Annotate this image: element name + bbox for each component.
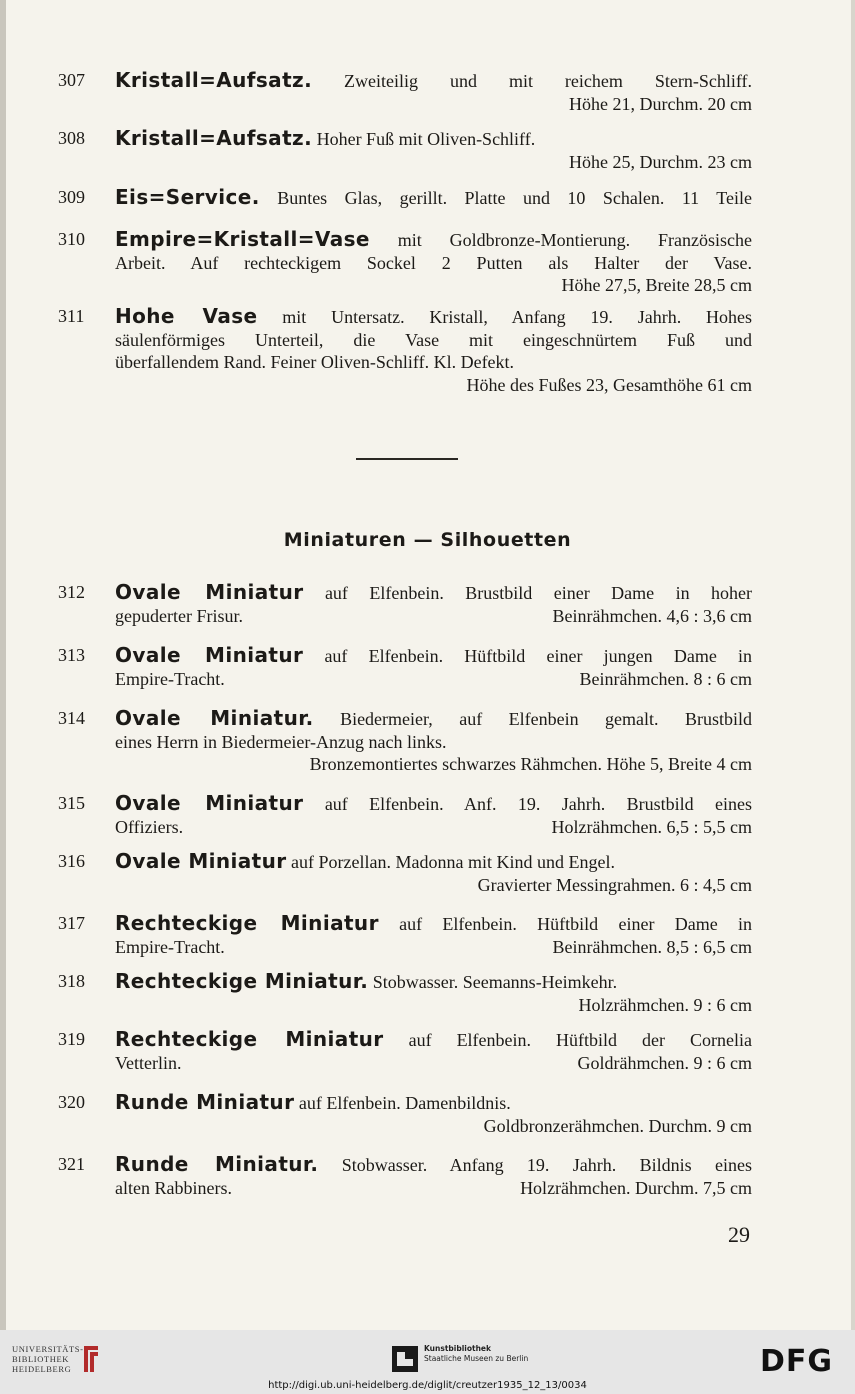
entry-title: Rechteckige Miniatur <box>115 911 379 935</box>
entry-dimensions: Holzrähmchen. 9 : 6 cm <box>578 994 752 1015</box>
entry-dimensions: Beinrähmchen. 4,6 : 3,6 cm <box>552 605 752 626</box>
catalog-entry-310 <box>58 228 752 297</box>
entry-first-line <box>115 1028 752 1052</box>
entry-text: auf Elfenbein. Brustbild einer Dame in hoher <box>324 583 753 603</box>
entry-title: Ovale Miniatur <box>115 580 304 604</box>
entry-text-line: überfallendem Rand. Feiner Oliven-Schliff. Kl. Defekt. <box>115 352 515 372</box>
entry-first-line <box>115 1153 752 1177</box>
entry-number: 316 <box>58 851 85 871</box>
entry-text: Hoher Fuß mit Oliven-Schliff. <box>316 129 536 149</box>
entry-number: 309 <box>58 187 85 207</box>
entry-first-line <box>115 850 752 874</box>
entry-number: 310 <box>58 229 85 249</box>
entry-first-line <box>115 644 752 668</box>
entry-text: Empire-Tracht. <box>115 936 225 957</box>
entry-number: 318 <box>58 971 85 991</box>
entry-first-line <box>115 127 752 151</box>
catalog-entry-312 <box>58 581 752 627</box>
catalog-entry-320 <box>58 1091 752 1137</box>
section-divider-rule <box>356 458 458 460</box>
entry-dimensions: Goldrähmchen. 9 : 6 cm <box>577 1052 752 1073</box>
entry-title: Kristall=Aufsatz. <box>115 68 313 92</box>
catalog-entry-316 <box>58 850 752 896</box>
entry-text: Empire-Tracht. <box>115 668 225 689</box>
entry-first-line <box>115 912 752 936</box>
entry-second-line <box>115 668 752 691</box>
entry-dimensions: Bronzemontiertes schwarzes Rähmchen. Höhe 5, Breite 4 cm <box>309 754 752 774</box>
entry-first-line <box>115 186 752 210</box>
scan-edge-left <box>0 0 6 1330</box>
entry-text: Stobwasser. Anfang 19. Jahrh. Bildnis eines <box>341 1155 753 1175</box>
entry-text: auf Elfenbein. Hüftbild einer Dame in <box>399 914 752 934</box>
catalog-entry-317 <box>58 912 752 958</box>
entry-number: 320 <box>58 1092 85 1112</box>
entry-text: auf Elfenbein. Hüftbild einer jungen Dame in <box>324 646 753 666</box>
catalog-entry-309 <box>58 186 752 210</box>
entry-first-line <box>115 707 752 731</box>
entry-dimensions: Höhe des Fußes 23, Gesamthöhe 61 cm <box>466 374 752 395</box>
logo-text-line: UNIVERSITÄTS- <box>12 1344 84 1354</box>
entry-text: auf Elfenbein. Anf. 19. Jahrh. Brustbild eines <box>324 794 753 814</box>
footer-bar <box>0 1330 855 1394</box>
entry-title: Runde Miniatur. <box>115 1152 319 1176</box>
entry-second-line <box>115 1177 752 1200</box>
entry-text: mit Goldbronze-Montierung. Französische <box>397 230 753 250</box>
catalog-entry-315 <box>58 792 752 838</box>
entry-title: Rechteckige Miniatur. <box>115 969 369 993</box>
entry-first-line <box>115 581 752 605</box>
entry-dimensions: Höhe 21, Durchm. 20 cm <box>569 93 752 114</box>
entry-title: Ovale Miniatur. <box>115 706 314 730</box>
catalog-entry-314 <box>58 707 752 776</box>
catalog-entry-307 <box>58 69 752 115</box>
university-seal-icon <box>80 1342 102 1376</box>
entry-first-line <box>115 970 752 994</box>
entry-title: Rechteckige Miniatur <box>115 1027 384 1051</box>
entry-number: 321 <box>58 1154 85 1174</box>
entry-title: Ovale Miniatur <box>115 791 304 815</box>
entry-second-line <box>115 936 752 959</box>
entry-title: Hohe Vase <box>115 304 258 328</box>
entry-number: 315 <box>58 793 85 813</box>
kb-name: Kunstbibliothek <box>424 1344 492 1353</box>
entry-number: 307 <box>58 70 85 90</box>
entry-title: Ovale Miniatur <box>115 849 287 873</box>
catalog-entry-321 <box>58 1153 752 1199</box>
entry-number: 308 <box>58 128 85 148</box>
entry-text: mit Untersatz. Kristall, Anfang 19. Jahrh. Hohes <box>282 307 752 327</box>
entry-dimensions: Goldbronzerähmchen. Durchm. 9 cm <box>483 1115 752 1136</box>
catalog-entry-308 <box>58 127 752 173</box>
entry-text: auf Elfenbein. Hüftbild der Cornelia <box>408 1030 753 1050</box>
entry-first-line <box>115 1091 752 1115</box>
catalog-entry-318 <box>58 970 752 1016</box>
kunstbibliothek-text <box>424 1344 528 1364</box>
entry-text-line: Arbeit. Auf rechteckigem Sockel 2 Putten als Halter der Vase. <box>115 252 752 273</box>
catalog-entry-311 <box>58 305 752 396</box>
entry-dimensions: Höhe 27,5, Breite 28,5 cm <box>561 275 752 295</box>
entry-second-line <box>115 605 752 628</box>
entry-title: Empire=Kristall=Vase <box>115 227 370 251</box>
entry-second-line <box>115 816 752 839</box>
entry-first-line <box>115 305 752 329</box>
entry-text-line: eines Herrn in Biedermeier-Anzug nach links. <box>115 731 447 752</box>
entry-dimensions: Beinrähmchen. 8 : 6 cm <box>579 668 752 689</box>
entry-number: 313 <box>58 645 85 665</box>
entry-text: Zweiteilig und mit reichem Stern-Schliff. <box>344 71 752 91</box>
entry-second-line <box>115 1052 752 1075</box>
entry-text: gepuderter Frisur. <box>115 605 243 626</box>
entry-title: Kristall=Aufsatz. <box>115 126 313 150</box>
entry-text: Biedermeier, auf Elfenbein gemalt. Brustbild <box>340 709 752 729</box>
logo-text-line: BIBLIOTHEK <box>12 1354 69 1364</box>
entry-dimensions: Höhe 25, Durchm. 23 cm <box>569 151 752 172</box>
catalog-entry-313 <box>58 644 752 690</box>
entry-text: Offiziers. <box>115 816 184 837</box>
kb-subtitle: Staatliche Museen zu Berlin <box>424 1354 529 1363</box>
entry-number: 319 <box>58 1029 85 1049</box>
entry-text: Buntes Glas, gerillt. Platte und 10 Schalen. 11 Teile <box>277 188 752 208</box>
entry-text: Vetterlin. <box>115 1052 182 1073</box>
entry-text: auf Elfenbein. Damenbildnis. <box>298 1093 511 1113</box>
entry-text: alten Rabbiners. <box>115 1177 232 1198</box>
source-url-link[interactable]: http://digi.ub.uni-heidelberg.de/diglit/creutzer1935_12_13/0034 <box>268 1380 587 1391</box>
entry-dimensions: Gravierter Messingrahmen. 6 : 4,5 cm <box>477 874 752 895</box>
entry-first-line <box>115 69 752 93</box>
entry-text-line: säulenförmiges Unterteil, die Vase mit eingeschnürtem Fuß und <box>115 329 752 350</box>
entry-number: 311 <box>58 306 85 326</box>
entry-text: auf Porzellan. Madonna mit Kind und Engel. <box>291 852 615 872</box>
dfg-logo[interactable]: DFG <box>760 1344 834 1379</box>
entry-dimensions: Holzrähmchen. 6,5 : 5,5 cm <box>551 816 752 837</box>
entry-text: Stobwasser. Seemanns-Heimkehr. <box>372 972 618 992</box>
scan-edge-right <box>851 0 855 1330</box>
page-number: 29 <box>728 1222 750 1247</box>
entry-title: Eis=Service. <box>115 185 260 209</box>
kunstbibliothek-logo-icon[interactable] <box>392 1346 418 1372</box>
entry-dimensions: Beinrähmchen. 8,5 : 6,5 cm <box>552 936 752 957</box>
catalog-entry-319 <box>58 1028 752 1074</box>
entry-first-line <box>115 792 752 816</box>
section-heading: Miniaturen — Silhouetten <box>283 529 572 551</box>
entry-number: 314 <box>58 708 85 728</box>
entry-first-line <box>115 228 752 252</box>
entry-dimensions: Holzrähmchen. Durchm. 7,5 cm <box>520 1177 752 1198</box>
entry-title: Ovale Miniatur <box>115 643 304 667</box>
entry-number: 317 <box>58 913 85 933</box>
logo-text-line: HEIDELBERG <box>12 1364 72 1374</box>
entry-title: Runde Miniatur <box>115 1090 295 1114</box>
university-library-logo[interactable] <box>12 1344 84 1374</box>
entry-number: 312 <box>58 582 85 602</box>
